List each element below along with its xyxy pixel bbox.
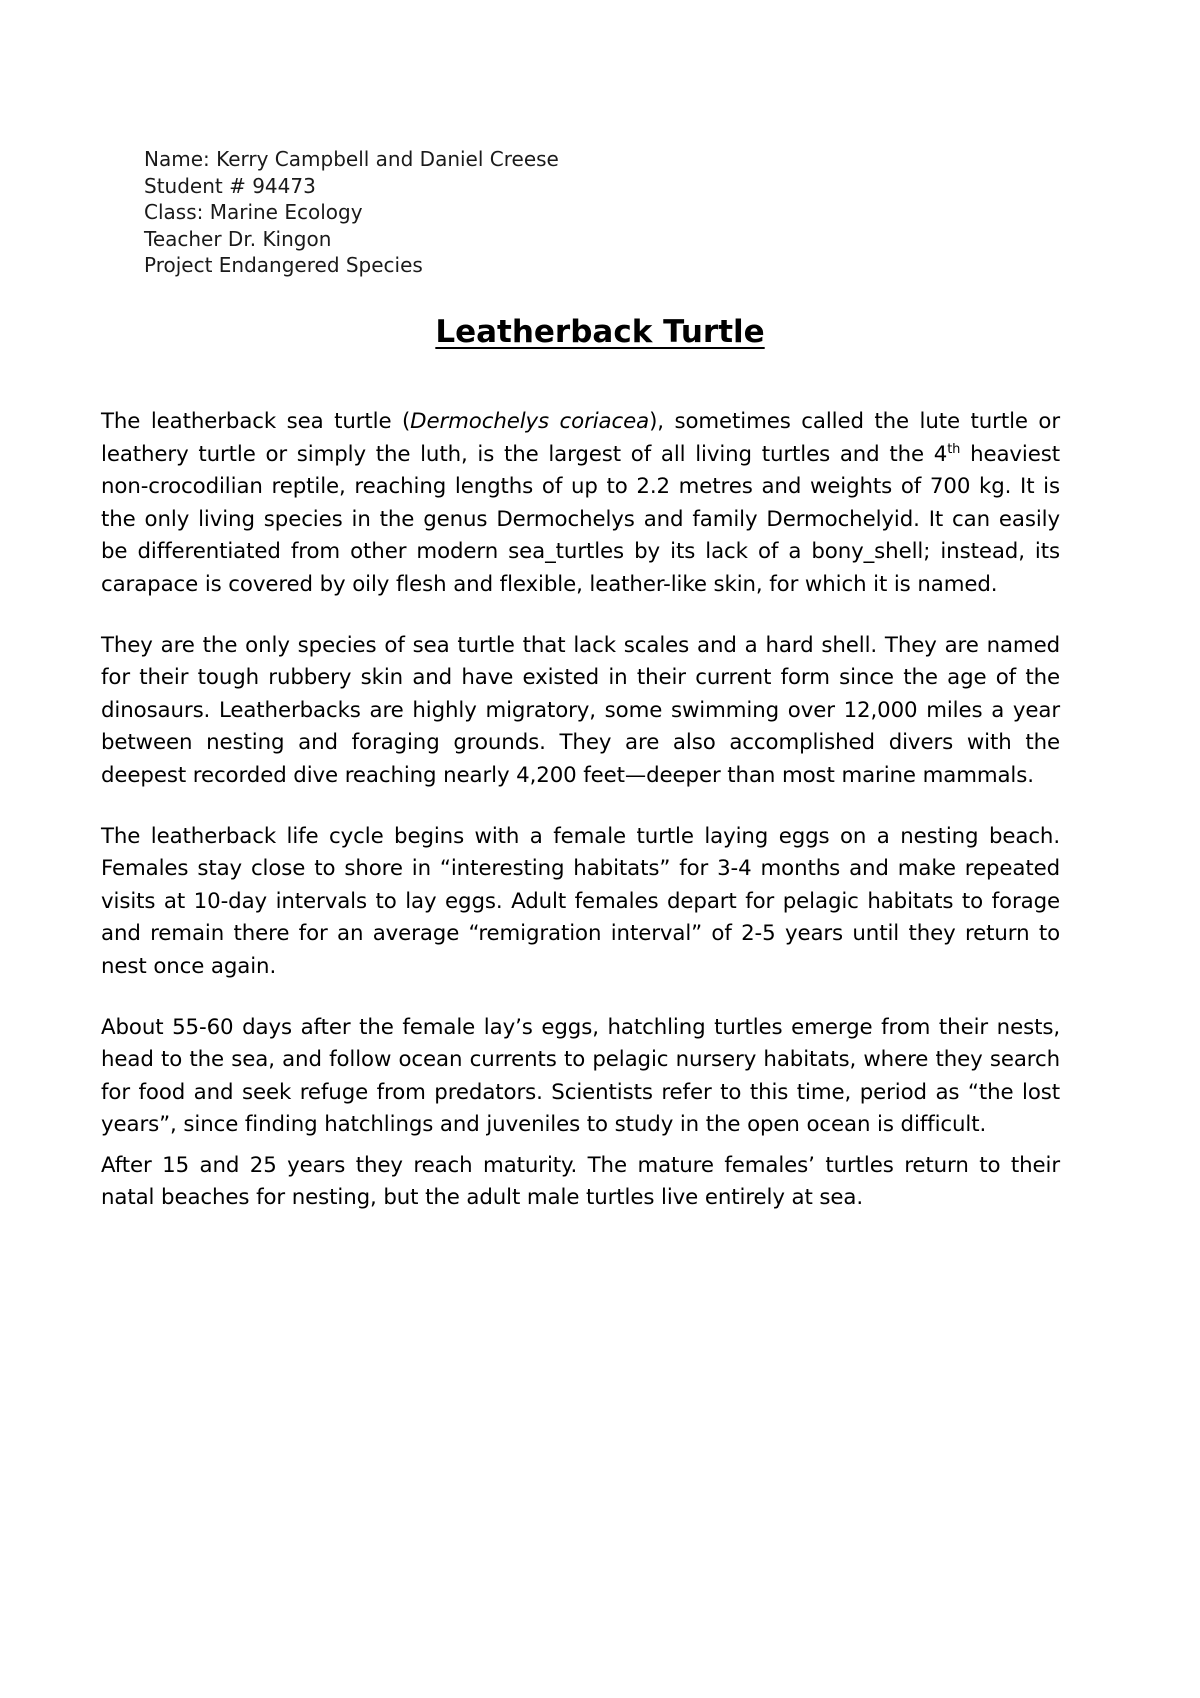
paragraph-characteristics: They are the only species of sea turtle that lack scales and a hard shell. They are named for their tough rubbery skin and have existed in their current form since the age of the dinosaurs. Leatherbacks are highly migratory, some swimming over 12,000 miles a year between nesting and foraging grounds. They are also accomplished divers with the deepest recorded dive reaching nearly 4,200 feet—deeper than most marine mammals. <box>101 632 1060 788</box>
paragraph-intro <box>101 406 1060 602</box>
ordinal-superscript: th <box>947 441 961 457</box>
student-number: Student # 94473 <box>144 173 316 198</box>
class-name: Class: Marine Ecology <box>144 200 363 224</box>
paragraph-hatchlings: About 55-60 days after the female lay’s eggs, hatchling turtles emerge from their nests, head to the sea, and follow ocean currents to pelagic nursery habitats, where they search for food and seek refuge from predators. Scientists refer to this time, period as “the lost years”, since finding hatchlings and juveniles to study in the open ocean is difficult. <box>101 1014 1060 1138</box>
paragraph-intro-text-c: heaviest non-crocodilian reptile, reaching lengths of up to 2.2 metres and weights of 700 kg. It is the only living species in the genus Dermochelys and family Dermochelyid. It can easily be differentiated from other modern sea_turtles by its lack of a bony_shell; instead, its carapace is covered by oily flesh and flexible, leather-like skin, for which it is named. <box>101 441 1060 597</box>
document-title: Leatherback Turtle <box>435 314 765 350</box>
paragraph-intro-text-b: ), sometimes called the lute turtle or leathery turtle or simply the luth, is the largest of all living turtles and the 4 <box>101 409 1060 467</box>
document-body <box>101 406 1060 1243</box>
teacher-name: Teacher Dr. Kingon <box>144 226 332 251</box>
paragraph-maturity: After 15 and 25 years they reach maturity. The mature females’ turtles return to their natal beaches for nesting, but the adult male turtles live entirely at sea. <box>101 1152 1060 1211</box>
scientific-name: Dermochelys coriacea <box>410 409 650 434</box>
paragraph-life-cycle: The leatherback life cycle begins with a female turtle laying eggs on a nesting beach. Females stay close to shore in “interesting habitats” for 3-4 months and make repeated visits at 10-day intervals to lay eggs. Adult females depart for pelagic habitats to forage and remain there for an average “remigration interval” of 2-5 years until they return to nest once again. <box>101 823 1060 979</box>
paragraph-intro-text-a: The leatherback sea turtle ( <box>101 409 411 434</box>
project-name: Project Endangered Species <box>144 253 423 277</box>
student-info-block <box>144 146 559 279</box>
student-name: Name: Kerry Campbell and Daniel Creese <box>144 147 559 171</box>
